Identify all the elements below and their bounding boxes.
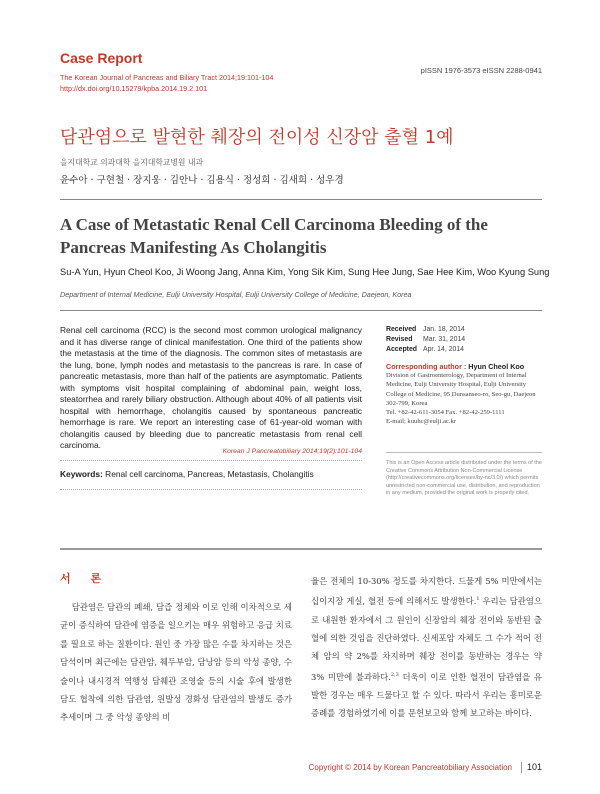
copyright: Copyright © 2014 by Korean Pancreatobiliary Association [308, 763, 512, 772]
body-paragraph: 담관염은 담관의 폐쇄, 담즙 정체와 이로 인해 이차적으로 세균이 증식하여 담관에 염증을 일으키는 매우 위험하고 응급 치료를 필요로 하는 질환이다. 원인 중 가장 많은 수를 차지하는 것은 담석이며 최근에는 담관암, 췌두부암, 담낭암 등의 악성 종양, 수술이나 내시경적 역행성 담췌관 조영술 등의 시술 후에 발생한 담도 협착에 의한 담관염, 원발성 경화성 담관염의 발생도 증가 추세이며 그 중 악성 종양의 비 [60, 602, 293, 723]
keywords-list: Renal cell carcinoma, Pancreas, Metastasis, Cholangitis [105, 469, 314, 479]
reference-marker[interactable]: 2,3 [390, 671, 399, 678]
divider [60, 489, 362, 490]
body-paragraph: 더욱이 이로 인한 혈전이 담관염을 유발한 경우는 매우 드물다고 할 수 있다. 따라서 우리는 흥미로운 증례를 경험하였기에 이를 문헌보고와 함께 보고하는 바이다. [311, 671, 542, 719]
body-paragraph: 우리는 담관염으로 내원한 환자에서 그 원인이 신장암의 췌장 전이와 동반된 출혈에 의한 것임을 진단하였다. 신세포암 자체도 그 수가 적어 전체 암의 약 2%를 차지하며 췌장 전이를 동반하는 경우는 약 3% 미만에 불과하다. [311, 596, 542, 682]
abstract-text: Renal cell carcinoma (RCC) is the second most common urological malignancy and it has diverse range of clinical manifestation. One third of the patients show the metastasis at the time of the diagnosis. The common sites of metastasis are the lung, bone, lymph nodes and metastasis to the pancreas is rare. In case of pancreatic metastasis, more than half of the patients are asymptomatic. Patients with symptoms visit hospital complaining of abdominal pain, weight loss, steatorrhea and rarely biliary obstruction. Although about 40% of all patients visit hospital with hemorrhage, cholangitis caused by spontaneous pancreatic hemorrhage is rare. We report an interesting case of 61-year-old woman with cholangitis caused by bleeding due to pancreatic metastasis from renal cell carcinoma. [60, 325, 362, 450]
body-paragraph: 율은 전체의 10-30% 정도를 차지한다. 드물게 5% 미만에서는 십이지장 게실, 혈전 등에 의해서도 발생한다. [311, 576, 542, 607]
license-text: This is an Open Access article distributed under the terms of the Creative Commons Attribution Non-Commercial License (http://creativecommons.org/licenses/by-nc/3.0/) which permits unrestricted non-commercial use, distribution, and reproduction in any medium, provided the original work is properly cited. [386, 460, 542, 496]
english-authors: Su-A Yun, Hyun Cheol Koo, Ji Woong Jang, Anna Kim, Yong Sik Kim, Sung Hee Jung, Sae Hee Kim, Woo Kyung Sung [60, 267, 550, 277]
divider [386, 452, 542, 453]
corresponding-author [386, 362, 542, 371]
section-label: Case Report [60, 50, 143, 66]
divider [521, 762, 522, 773]
page-number: 101 [526, 762, 542, 772]
corr-address-line: 302-799, Korea [386, 399, 428, 407]
received-date [386, 325, 542, 335]
korean-title: 담관염으로 발현한 췌장의 전이성 신장암 출혈 1예 [60, 127, 454, 148]
article-info-sidebar [386, 325, 542, 427]
divider [60, 460, 362, 461]
divider [60, 548, 542, 550]
journal-citation: The Korean Journal of Pancreas and Biliary Tract 2014;19:101-104 [60, 73, 274, 82]
keywords-label: Keywords: [60, 469, 103, 479]
corresponding-name: Hyun Cheol Koo [468, 362, 525, 371]
accepted-date [386, 345, 542, 355]
revised-value: Mar. 31, 2014 [423, 336, 466, 343]
reference-marker[interactable]: 1 [476, 596, 480, 603]
body-column-right [311, 572, 542, 723]
revised-label: Revised [386, 336, 413, 343]
korean-authors: 윤수아 · 구현철 · 장지웅 · 김안나 · 김용식 · 정성희 · 김새희 · 성우경 [60, 175, 344, 186]
english-title: A Case of Metastatic Renal Cell Carcinoma Bleeding of the Pancreas Manifesting As Cholangitis [60, 215, 488, 257]
received-value: Jan. 18, 2014 [423, 326, 465, 333]
divider [60, 199, 542, 200]
corr-address-line: Division of Gastroenterology, Department of Internal [386, 372, 527, 379]
corr-phone-fax: Tel. +82-42-611-3054 Fax. +82-42-259-1111 [386, 409, 505, 417]
accepted-value: Apr. 14, 2014 [423, 346, 464, 353]
body-column-left [60, 598, 292, 727]
keywords [60, 469, 362, 479]
corr-address-line: Medicine, Eulji University Hospital, Eulji University [386, 381, 527, 389]
doi-link[interactable]: http://dx.doi.org/10.15279/kpba.2014.19.2.101 [60, 84, 208, 93]
revised-date [386, 335, 542, 345]
abstract-citation: Korean J Pancreatobiliary 2014;19(2):101-104 [222, 448, 362, 455]
accepted-label: Accepted [386, 346, 418, 353]
corr-email[interactable]: E-mail; kuuhc@eulji.ac.kr [386, 418, 456, 426]
corr-address-line: College of Medicine, 95 Dunsanseo-ro, Seo-gu, Daejeon [386, 390, 536, 398]
section-heading: 서 론 [60, 572, 110, 585]
issn-info: pISSN 1976-3573 eISSN 2288-0941 [420, 66, 542, 75]
english-affiliation: Department of Internal Medicine, Eulji University Hospital, Eulji University College of Medicine, Daejeon, Korea [60, 290, 412, 299]
divider [60, 310, 542, 311]
received-label: Received [386, 326, 417, 333]
corresponding-label: Corresponding author : [386, 362, 467, 371]
korean-affiliation: 을지대학교 의과대학 을지대학교병원 내과 [60, 158, 204, 167]
